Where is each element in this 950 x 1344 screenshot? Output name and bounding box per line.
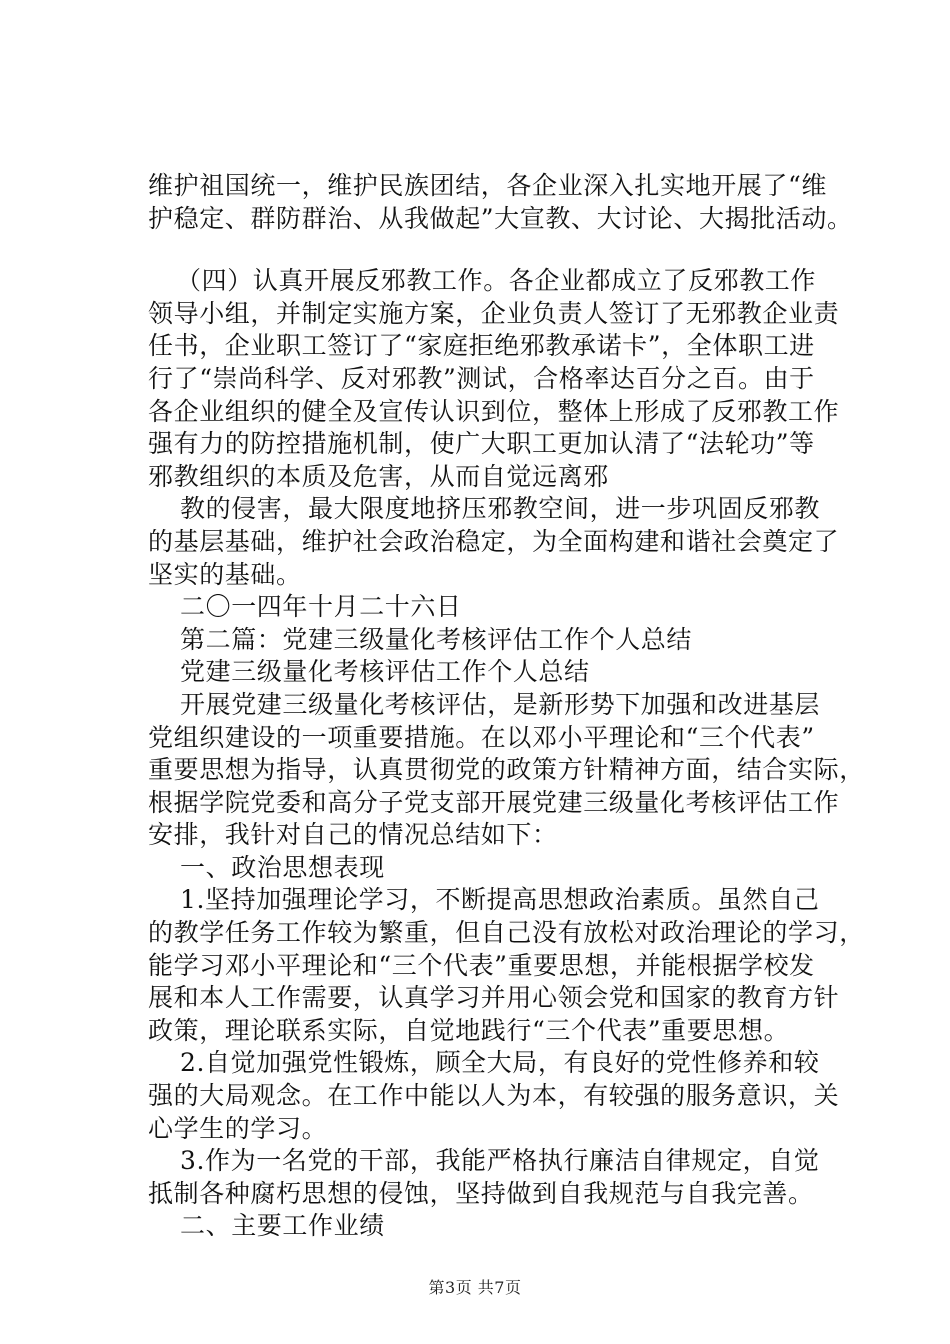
- paragraph-line: 抵制各种腐朽思想的侵蚀，坚持做到自我规范与自我完善。: [148, 1178, 814, 1208]
- paragraph-line: 安排，我针对自己的情况总结如下：: [148, 820, 558, 850]
- list-item-1: 1.坚持加强理论学习，不断提高思想政治素质。虽然自己: [180, 885, 820, 915]
- list-item-2: 2.自觉加强党性锻炼，顾全大局，有良好的党性修养和较: [180, 1048, 820, 1078]
- paragraph-line: 任书，企业职工签订了“家庭拒绝邪教承诺卡”，全体职工进: [148, 331, 815, 361]
- paragraph-line: 坚实的基础。: [148, 559, 302, 589]
- chapter-title: 党建三级量化考核评估工作个人总结: [180, 657, 590, 687]
- paragraph-line: 强的大局观念。在工作中能以人为本，有较强的服务意识，关: [148, 1081, 840, 1111]
- section-heading-anti-cult: （四）认真开展反邪教工作。各企业都成立了反邪教工作: [176, 266, 817, 296]
- paragraph-line: 邪教组织的本质及危害，从而自觉远离邪: [148, 461, 609, 491]
- paragraph-line: 心学生的学习。: [148, 1113, 328, 1143]
- document-body: [148, 170, 865, 1243]
- paragraph-line: 的基层基础，维护社会政治稳定，为全面构建和谐社会奠定了: [148, 526, 840, 556]
- paragraph-line: 开展党建三级量化考核评估，是新形势下加强和改进基层: [180, 689, 821, 719]
- paragraph-gap: [148, 235, 808, 265]
- paragraph-line: 党组织建设的一项重要措施。在以邓小平理论和“三个代表”: [148, 722, 815, 752]
- paragraph-line: 能学习邓小平理论和“三个代表”重要思想，并能根据学校发: [148, 950, 815, 980]
- paragraph-line: 根据学院党委和高分子党支部开展党建三级量化考核评估工作: [148, 787, 840, 817]
- paragraph-line: 展和本人工作需要，认真学习并用心领会党和国家的教育方针: [148, 983, 840, 1013]
- paragraph-line: 重要思想为指导，认真贯彻党的政策方针精神方面，结合实际，: [148, 755, 865, 785]
- paragraph-line: 强有力的防控措施机制，使广大职工更加认清了“法轮功”等: [148, 429, 815, 459]
- date-line: 二〇一四年十月二十六日: [180, 592, 462, 622]
- section-heading-political: 一、政治思想表现: [180, 852, 385, 882]
- paragraph-line: 领导小组，并制定实施方案，企业负责人签订了无邪教企业责: [148, 298, 840, 328]
- section-heading-achievements: 二、主要工作业绩: [180, 1211, 385, 1241]
- paragraph-line: 行了“崇尚科学、反对邪教”测试，合格率达百分之百。由于: [148, 363, 815, 393]
- paragraph-line: 各企业组织的健全及宣传认识到位，整体上形成了反邪教工作: [148, 396, 840, 426]
- page-number: 第3页 共7页: [428, 1278, 522, 1297]
- paragraph-line: 的教学任务工作较为繁重，但自己没有放松对政治理论的学习，: [148, 918, 865, 948]
- list-item-3: 3.作为一名党的干部，我能严格执行廉洁自律规定，自觉: [180, 1146, 820, 1176]
- paragraph-line: 政策，理论联系实际，自觉地践行“三个代表”重要思想。: [148, 1015, 790, 1045]
- chapter-heading: 第二篇：党建三级量化考核评估工作个人总结: [180, 624, 693, 654]
- paragraph-line: 教的侵害，最大限度地挤压邪教空间，进一步巩固反邪教: [180, 494, 821, 524]
- paragraph-line: 维护祖国统一，维护民族团结，各企业深入扎实地开展了“维: [148, 171, 827, 200]
- paragraph-line: 护稳定、群防群治、从我做起”大宣教、大讨论、大揭批活动。: [148, 203, 853, 233]
